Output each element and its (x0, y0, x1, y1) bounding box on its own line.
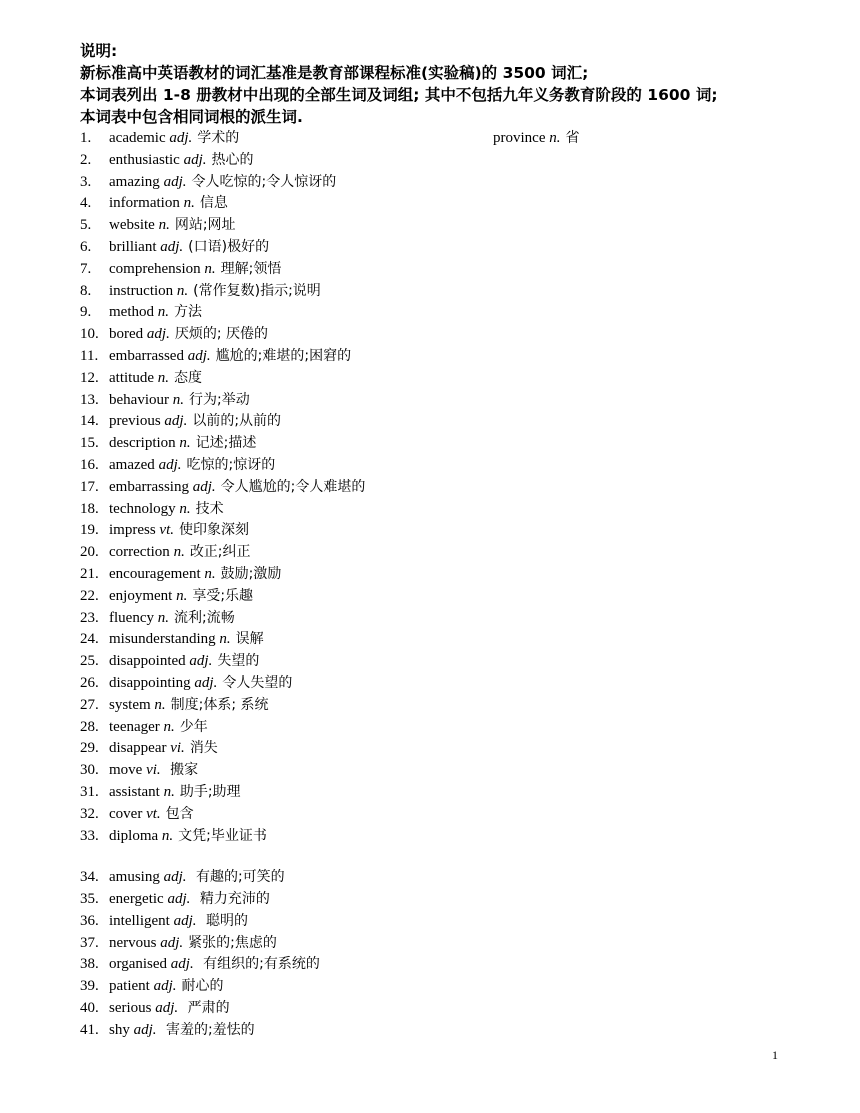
entry-part-of-speech: n. (173, 544, 185, 561)
entry-number: 15. (80, 435, 99, 452)
entry-meaning: (常作复数)指示;说明 (193, 282, 321, 299)
entry-number: 22. (80, 587, 99, 604)
entry-meaning: 使印象深刻 (179, 522, 249, 539)
entry-part-of-speech: n. (204, 565, 216, 582)
entry-word: nervous (109, 934, 157, 951)
entry-number: 20. (80, 544, 99, 561)
list-item (80, 717, 800, 739)
entry-part-of-speech: adj. (192, 478, 216, 495)
entry-part-of-speech: adj. (189, 653, 213, 670)
entry-part-of-speech: n. (219, 631, 231, 648)
entry-word: instruction (109, 282, 174, 299)
list-item (80, 411, 800, 433)
entry-meaning: 热心的 (211, 151, 254, 168)
entry-meaning: 尴尬的;难堪的;困窘的 (215, 347, 352, 364)
list-item (80, 346, 800, 368)
entry-meaning: 耐心的 (181, 978, 224, 995)
intro-title: 说明: (80, 42, 118, 60)
list-item (80, 586, 800, 608)
entry-word: diploma (109, 827, 159, 844)
entry-number: 11. (80, 347, 99, 364)
entry-part-of-speech: adj. (170, 956, 194, 973)
entry-word: intelligent (109, 912, 170, 929)
entry-meaning: 记述;描述 (195, 435, 257, 452)
list-item (80, 259, 800, 281)
intro-line-1: 新标准高中英语教材的词汇基准是教育部课程标准(实验稿)的 3500 词汇; (80, 64, 589, 82)
list-item (80, 608, 800, 630)
intro-notes (80, 40, 840, 128)
entry-part-of-speech: vi. (170, 740, 185, 757)
list-item (80, 651, 800, 673)
entry-part-of-speech: n. (163, 718, 175, 735)
entry-number: 34. (80, 869, 99, 886)
entry-meaning: 学术的 (197, 130, 240, 146)
entry-part-of-speech: n. (158, 217, 170, 234)
list-item (80, 867, 800, 889)
entry-part-of-speech: adj. (173, 912, 197, 929)
entry-number: 39. (80, 978, 99, 995)
entry-word: bored (109, 326, 144, 343)
entry-meaning: 包含 (165, 805, 194, 822)
entry-meaning: 厌烦的; 厌倦的 (174, 326, 268, 343)
list-item (80, 629, 800, 651)
entry-part-of-speech: n. (179, 435, 191, 452)
entry-part-of-speech: n. (157, 609, 169, 626)
entry-meaning: 文凭;毕业证书 (178, 827, 267, 844)
side-entry-meaning: 省 (565, 130, 580, 146)
entry-part-of-speech: adj. (164, 413, 188, 430)
entry-word: serious (109, 1000, 152, 1017)
entry-meaning: 紧张的;焦虑的 (188, 934, 277, 951)
list-item (80, 1020, 800, 1042)
entry-part-of-speech: adj. (163, 869, 187, 886)
entry-part-of-speech: adj. (153, 978, 177, 995)
list-item (80, 193, 800, 215)
entry-meaning: 以前的;从前的 (192, 413, 282, 430)
entry-number: 29. (80, 740, 99, 757)
entry-part-of-speech: n. (163, 783, 175, 800)
entry-meaning: 害羞的;羞怯的 (161, 1021, 255, 1038)
entry-word: previous (109, 413, 161, 430)
entry-number: 16. (80, 456, 99, 473)
side-entry-word: province (493, 130, 546, 146)
entry-word: teenager (109, 718, 160, 735)
entry-number: 13. (80, 391, 99, 408)
entry-part-of-speech: adj. (187, 347, 211, 364)
entry-part-of-speech: n. (204, 260, 216, 277)
list-item (80, 826, 800, 848)
entry-number: 25. (80, 653, 99, 670)
entry-part-of-speech: adj. (167, 891, 191, 908)
entry-meaning: 聪明的 (201, 912, 248, 929)
list-item (80, 695, 800, 717)
list-item (80, 215, 800, 237)
entry-number: 18. (80, 500, 99, 517)
entry-meaning: 搬家 (165, 762, 199, 779)
entry-meaning: 令人失望的 (222, 674, 293, 691)
entry-meaning: 信息 (199, 195, 228, 212)
entry-part-of-speech: vt. (159, 522, 174, 539)
entry-part-of-speech: n. (176, 282, 189, 299)
entry-part-of-speech: adj. (158, 456, 182, 473)
entry-number: 28. (80, 718, 99, 735)
entry-word: impress (109, 522, 156, 539)
list-item (80, 128, 800, 150)
entry-part-of-speech: n. (172, 391, 184, 408)
entry-meaning: 享受;乐趣 (192, 587, 254, 604)
entry-meaning: 行为;举动 (188, 391, 250, 408)
entry-number: 38. (80, 956, 99, 973)
entry-meaning: 吃惊的;惊讶的 (186, 456, 276, 473)
list-item (80, 237, 800, 259)
list-item (80, 172, 800, 194)
entry-meaning: 网站;网址 (174, 217, 236, 234)
entry-number: 27. (80, 696, 99, 713)
entry-word: misunderstanding (109, 631, 216, 648)
entry-meaning: 误解 (235, 631, 264, 648)
entry-number: 8. (80, 282, 92, 299)
entry-word: fluency (109, 609, 154, 626)
entry-part-of-speech: n. (157, 304, 169, 321)
entry-number: 33. (80, 827, 99, 844)
entry-word: correction (109, 544, 170, 561)
entry-number: 10. (80, 326, 99, 343)
entry-meaning: 方法 (174, 304, 202, 321)
entry-part-of-speech: adj. (155, 1000, 179, 1017)
entry-word: disappointed (109, 653, 186, 670)
entry-number: 24. (80, 631, 99, 648)
entry-meaning: 消失 (189, 740, 218, 757)
entry-part-of-speech: n. (157, 369, 169, 386)
entry-word: description (109, 435, 176, 452)
entry-number: 21. (80, 565, 99, 582)
entry-number: 6. (80, 238, 92, 255)
entry-meaning: (口语)极好的 (188, 238, 270, 255)
entry-word: attitude (109, 369, 154, 386)
entry-word: embarrassed (109, 347, 184, 364)
entry-part-of-speech: adj. (133, 1021, 157, 1038)
entry-word: shy (109, 1021, 130, 1038)
entry-word: website (109, 217, 155, 234)
entry-part-of-speech: n. (183, 195, 195, 212)
list-item (80, 390, 800, 412)
entry-meaning: 制度;体系; 系统 (170, 696, 269, 713)
entry-part-of-speech: adj. (163, 173, 187, 190)
entry-number: 1. (80, 130, 92, 146)
entry-number: 2. (80, 151, 92, 168)
entry-part-of-speech: adj. (194, 674, 218, 691)
entry-meaning: 令人尴尬的;令人难堪的 (220, 478, 366, 495)
entry-part-of-speech: n. (176, 587, 188, 604)
list-item (80, 673, 800, 695)
entry-part-of-speech: adj. (146, 326, 170, 343)
entry-word: embarrassing (109, 478, 189, 495)
list-item (80, 302, 800, 324)
list-item (80, 760, 800, 782)
entry-word: encouragement (109, 565, 201, 582)
entry-meaning: 理解;领悟 (220, 260, 282, 277)
entry-number: 30. (80, 762, 99, 779)
side-entry-part-of-speech: n. (549, 130, 561, 146)
entry-number: 9. (80, 304, 92, 321)
list-item (80, 499, 800, 521)
entry-meaning: 态度 (174, 369, 202, 386)
entry-part-of-speech: vi. (146, 762, 161, 779)
list-item (80, 911, 800, 933)
entry-meaning: 流利;流畅 (173, 609, 235, 626)
entry-word: amazing (109, 173, 160, 190)
entry-meaning: 有组织的;有系统的 (198, 956, 320, 973)
entry-word: method (109, 304, 154, 321)
entry-number: 19. (80, 522, 99, 539)
entry-number: 37. (80, 934, 99, 951)
list-item (80, 368, 800, 390)
entry-meaning: 改正;纠正 (189, 544, 251, 561)
list-item (80, 933, 800, 955)
entry-word: disappointing (109, 674, 191, 691)
list-item (80, 804, 800, 826)
list-item (80, 150, 800, 172)
entry-number: 41. (80, 1021, 99, 1038)
entry-word: system (109, 696, 151, 713)
intro-line-3: 本词表中包含相同词根的派生词. (80, 108, 303, 126)
entry-word: move (109, 762, 143, 779)
entry-word: enthusiastic (109, 151, 180, 168)
entry-number: 4. (80, 195, 92, 212)
list-item (80, 889, 800, 911)
list-item (80, 455, 800, 477)
list-item (80, 782, 800, 804)
entry-number: 31. (80, 783, 99, 800)
entry-number: 7. (80, 260, 92, 277)
entry-meaning: 严肃的 (183, 1000, 230, 1017)
entry-part-of-speech: vt. (146, 805, 161, 822)
entry-number: 36. (80, 912, 99, 929)
list-item (80, 564, 800, 586)
entry-meaning: 失望的 (217, 653, 260, 670)
page-number: 1 (772, 1048, 778, 1062)
entry-number: 32. (80, 805, 99, 822)
side-entry (493, 128, 579, 150)
entry-number: 23. (80, 609, 99, 626)
entry-number: 5. (80, 217, 92, 234)
entry-word: brilliant (109, 238, 157, 255)
list-item (80, 281, 800, 303)
entry-part-of-speech: adj. (169, 130, 193, 146)
entry-number: 35. (80, 891, 99, 908)
entry-number: 14. (80, 413, 99, 430)
list-item (80, 477, 800, 499)
list-item (80, 520, 800, 542)
entry-number: 17. (80, 478, 99, 495)
list-item (80, 998, 800, 1020)
entry-number: 40. (80, 1000, 99, 1017)
entry-word: academic (109, 130, 166, 146)
entry-word: amazed (109, 456, 155, 473)
list-item (80, 433, 800, 455)
list-item (80, 542, 800, 564)
entry-word: behaviour (109, 391, 169, 408)
entry-word: enjoyment (109, 587, 173, 604)
entry-word: assistant (109, 783, 160, 800)
list-item (80, 976, 800, 998)
entry-meaning: 少年 (179, 718, 208, 735)
entry-part-of-speech: adj. (160, 238, 184, 255)
entry-word: organised (109, 956, 168, 973)
entry-part-of-speech: adj. (183, 151, 207, 168)
entry-meaning: 技术 (195, 500, 224, 517)
entry-word: comprehension (109, 260, 201, 277)
list-item (80, 738, 800, 760)
list-gap (80, 847, 800, 867)
list-item (80, 324, 800, 346)
entry-number: 3. (80, 173, 92, 190)
entry-word: amusing (109, 869, 160, 886)
entry-word: cover (109, 805, 143, 822)
entry-word: disappear (109, 740, 167, 757)
entry-word: patient (109, 978, 150, 995)
entry-number: 26. (80, 674, 99, 691)
entry-number: 12. (80, 369, 99, 386)
entry-meaning: 令人吃惊的;令人惊讶的 (191, 173, 337, 190)
entry-word: information (109, 195, 180, 212)
entry-meaning: 助手;助理 (179, 783, 241, 800)
entry-part-of-speech: n. (161, 827, 174, 844)
entry-word: energetic (109, 891, 164, 908)
vocabulary-list (80, 128, 800, 1042)
list-item (80, 954, 800, 976)
entry-meaning: 鼓励;激励 (220, 565, 282, 582)
entry-meaning: 精力充沛的 (195, 891, 270, 908)
entry-meaning: 有趣的;可笑的 (191, 869, 285, 886)
entry-part-of-speech: adj. (160, 934, 184, 951)
entry-word: technology (109, 500, 176, 517)
entry-part-of-speech: n. (154, 696, 166, 713)
intro-line-2: 本词表列出 1-8 册教材中出现的全部生词及词组; 其中不包括九年义务教育阶段的 1600 词; (80, 86, 718, 104)
entry-part-of-speech: n. (179, 500, 191, 517)
